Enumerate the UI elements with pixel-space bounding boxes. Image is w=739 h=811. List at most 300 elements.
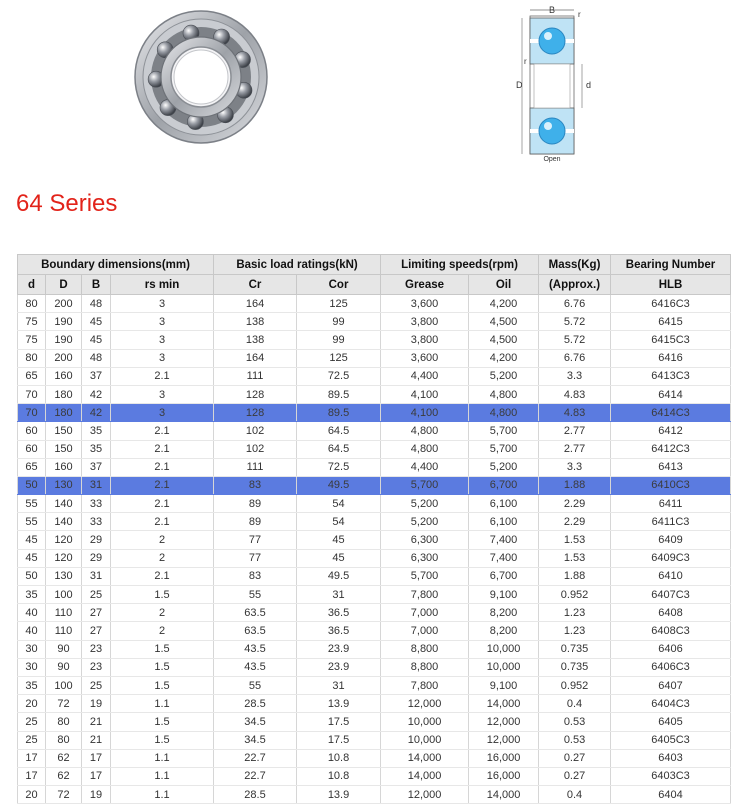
cell-cr: 128 (214, 404, 297, 422)
cell-oil: 7,400 (469, 531, 539, 549)
cell-cr: 77 (214, 531, 297, 549)
cell-D: 90 (46, 640, 82, 658)
cell-D: 62 (46, 767, 82, 785)
cell-d: 80 (18, 295, 46, 313)
cell-D: 150 (46, 422, 82, 440)
cell-rs-min: 2 (111, 604, 214, 622)
cell-cr: 34.5 (214, 713, 297, 731)
cell-cor: 125 (297, 295, 381, 313)
table-row (18, 367, 731, 385)
cell-rs-min: 2.1 (111, 476, 214, 494)
cell-rs-min: 2.1 (111, 495, 214, 513)
col-approx: (Approx.) (539, 275, 611, 295)
cell-rs-min: 2 (111, 549, 214, 567)
cell-d: 30 (18, 658, 46, 676)
header-limiting-speeds: Limiting speeds(rpm) (381, 255, 539, 275)
cell-rs-min: 2 (111, 622, 214, 640)
cell-oil: 8,200 (469, 604, 539, 622)
cell-d: 75 (18, 313, 46, 331)
cell-B: 17 (82, 767, 111, 785)
cell-oil: 14,000 (469, 786, 539, 804)
cell-rs-min: 2.1 (111, 422, 214, 440)
cell-rs-min: 2.1 (111, 458, 214, 476)
cell-D: 80 (46, 731, 82, 749)
cell-B: 48 (82, 349, 111, 367)
cell-mass: 1.88 (539, 567, 611, 585)
cell-d: 35 (18, 676, 46, 694)
cell-D: 90 (46, 658, 82, 676)
cell-D: 160 (46, 367, 82, 385)
cell-d: 80 (18, 349, 46, 367)
cell-bearing-number: 6413C3 (611, 367, 731, 385)
cell-bearing-number: 6414C3 (611, 404, 731, 422)
cell-oil: 4,500 (469, 331, 539, 349)
cell-bearing-number: 6403 (611, 749, 731, 767)
cell-cr: 55 (214, 676, 297, 694)
cell-cor: 13.9 (297, 695, 381, 713)
cell-cor: 45 (297, 531, 381, 549)
cell-bearing-number: 6416C3 (611, 295, 731, 313)
table-row (18, 658, 731, 676)
col-d: d (18, 275, 46, 295)
cell-cr: 102 (214, 440, 297, 458)
table-row (18, 713, 731, 731)
cell-grease: 4,800 (381, 440, 469, 458)
cell-grease: 10,000 (381, 731, 469, 749)
cell-B: 37 (82, 367, 111, 385)
cell-d: 55 (18, 495, 46, 513)
table-row (18, 440, 731, 458)
bearing-cross-section-diagram (512, 4, 596, 164)
header-basic-load-ratings: Basic load ratings(kN) (214, 255, 381, 275)
cell-grease: 5,700 (381, 476, 469, 494)
cell-D: 190 (46, 313, 82, 331)
cell-mass: 1.53 (539, 549, 611, 567)
bearing-photo (128, 8, 274, 146)
cell-d: 65 (18, 367, 46, 385)
col-cr: Cr (214, 275, 297, 295)
cell-B: 31 (82, 567, 111, 585)
cell-grease: 7,000 (381, 622, 469, 640)
cell-mass: 4.83 (539, 404, 611, 422)
cell-cr: 28.5 (214, 786, 297, 804)
cell-bearing-number: 6412C3 (611, 440, 731, 458)
cell-oil: 10,000 (469, 640, 539, 658)
table-row (18, 786, 731, 804)
cell-grease: 8,800 (381, 658, 469, 676)
cell-bearing-number: 6414 (611, 385, 731, 403)
cell-bearing-number: 6411 (611, 495, 731, 513)
cell-grease: 4,100 (381, 385, 469, 403)
cell-rs-min: 1.1 (111, 695, 214, 713)
cell-cr: 63.5 (214, 622, 297, 640)
cell-mass: 0.4 (539, 695, 611, 713)
cell-B: 23 (82, 640, 111, 658)
cell-rs-min: 2 (111, 531, 214, 549)
col-rs-min: rs min (111, 275, 214, 295)
cell-B: 25 (82, 676, 111, 694)
cell-d: 60 (18, 422, 46, 440)
cell-oil: 14,000 (469, 695, 539, 713)
table-row (18, 586, 731, 604)
cell-oil: 9,100 (469, 586, 539, 604)
cell-d: 40 (18, 622, 46, 640)
table-row (18, 422, 731, 440)
cell-D: 130 (46, 567, 82, 585)
diagram-label-r-top: r (578, 10, 581, 19)
cell-B: 21 (82, 713, 111, 731)
cell-B: 31 (82, 476, 111, 494)
cell-d: 75 (18, 331, 46, 349)
cell-rs-min: 1.5 (111, 731, 214, 749)
cell-mass: 0.27 (539, 749, 611, 767)
cell-d: 70 (18, 385, 46, 403)
cell-mass: 2.29 (539, 495, 611, 513)
cell-bearing-number: 6412 (611, 422, 731, 440)
cell-rs-min: 1.5 (111, 713, 214, 731)
cell-cr: 28.5 (214, 695, 297, 713)
cell-mass: 0.952 (539, 586, 611, 604)
cell-cor: 36.5 (297, 604, 381, 622)
cell-rs-min: 3 (111, 331, 214, 349)
cell-mass: 1.23 (539, 604, 611, 622)
cell-bearing-number: 6408 (611, 604, 731, 622)
diagram-caption: Open (543, 156, 561, 163)
cell-mass: 1.53 (539, 531, 611, 549)
cell-mass: 6.76 (539, 295, 611, 313)
cell-d: 45 (18, 531, 46, 549)
cell-bearing-number: 6407C3 (611, 586, 731, 604)
diagram-label-d: d (586, 80, 592, 90)
cell-oil: 5,200 (469, 367, 539, 385)
cell-grease: 14,000 (381, 749, 469, 767)
cell-grease: 4,400 (381, 458, 469, 476)
cell-cor: 49.5 (297, 567, 381, 585)
cell-bearing-number: 6406C3 (611, 658, 731, 676)
table-row (18, 385, 731, 403)
table-row (18, 476, 731, 494)
cell-oil: 5,700 (469, 440, 539, 458)
cell-B: 29 (82, 531, 111, 549)
header-boundary-dimensions: Boundary dimensions(mm) (18, 255, 214, 275)
cell-bearing-number: 6407 (611, 676, 731, 694)
cell-cr: 43.5 (214, 640, 297, 658)
cell-B: 45 (82, 331, 111, 349)
cell-grease: 7,800 (381, 586, 469, 604)
cell-grease: 12,000 (381, 695, 469, 713)
cell-rs-min: 1.1 (111, 786, 214, 804)
table-row (18, 767, 731, 785)
cell-grease: 5,200 (381, 495, 469, 513)
cell-oil: 8,200 (469, 622, 539, 640)
cell-cr: 22.7 (214, 749, 297, 767)
table-row (18, 458, 731, 476)
cell-cr: 138 (214, 331, 297, 349)
table-group-header-row (18, 255, 731, 275)
cell-cr: 63.5 (214, 604, 297, 622)
cell-B: 25 (82, 586, 111, 604)
cell-rs-min: 1.1 (111, 767, 214, 785)
cell-oil: 6,700 (469, 567, 539, 585)
diagram-label-b: B (548, 5, 556, 15)
cell-rs-min: 1.5 (111, 640, 214, 658)
cell-B: 42 (82, 385, 111, 403)
cell-D: 80 (46, 713, 82, 731)
cell-oil: 12,000 (469, 731, 539, 749)
table-row (18, 404, 731, 422)
cell-B: 37 (82, 458, 111, 476)
col-oil: Oil (469, 275, 539, 295)
cell-mass: 5.72 (539, 331, 611, 349)
cell-d: 70 (18, 404, 46, 422)
table-row (18, 731, 731, 749)
cell-bearing-number: 6406 (611, 640, 731, 658)
cell-d: 55 (18, 513, 46, 531)
cell-cr: 83 (214, 567, 297, 585)
cell-mass: 3.3 (539, 367, 611, 385)
cell-rs-min: 1.1 (111, 749, 214, 767)
cell-rs-min: 2.1 (111, 440, 214, 458)
cell-d: 30 (18, 640, 46, 658)
cell-cor: 54 (297, 495, 381, 513)
cell-mass: 0.735 (539, 640, 611, 658)
series-title: 64 Series (16, 190, 118, 217)
cell-oil: 4,500 (469, 313, 539, 331)
table-row (18, 495, 731, 513)
cell-grease: 3,600 (381, 295, 469, 313)
cell-bearing-number: 6410C3 (611, 476, 731, 494)
cell-rs-min: 1.5 (111, 658, 214, 676)
table-row (18, 349, 731, 367)
table-row (18, 513, 731, 531)
cell-D: 110 (46, 622, 82, 640)
table-row (18, 676, 731, 694)
cell-d: 35 (18, 586, 46, 604)
cell-grease: 5,700 (381, 567, 469, 585)
cell-bearing-number: 6415 (611, 313, 731, 331)
cell-bearing-number: 6416 (611, 349, 731, 367)
cell-D: 100 (46, 676, 82, 694)
cell-rs-min: 3 (111, 313, 214, 331)
table-row (18, 695, 731, 713)
diagram-label-D: D (516, 80, 523, 90)
cell-cr: 89 (214, 495, 297, 513)
col-grease: Grease (381, 275, 469, 295)
cell-D: 72 (46, 786, 82, 804)
cell-d: 17 (18, 767, 46, 785)
cell-grease: 6,300 (381, 531, 469, 549)
cell-d: 50 (18, 476, 46, 494)
cell-oil: 10,000 (469, 658, 539, 676)
cell-grease: 4,100 (381, 404, 469, 422)
cell-grease: 10,000 (381, 713, 469, 731)
cell-oil: 9,100 (469, 676, 539, 694)
cell-cr: 43.5 (214, 658, 297, 676)
cell-D: 140 (46, 513, 82, 531)
cell-grease: 3,800 (381, 313, 469, 331)
cell-cor: 64.5 (297, 440, 381, 458)
cell-mass: 0.735 (539, 658, 611, 676)
cell-cor: 10.8 (297, 749, 381, 767)
cell-bearing-number: 6403C3 (611, 767, 731, 785)
cell-mass: 2.77 (539, 422, 611, 440)
table-row (18, 331, 731, 349)
table-body (18, 295, 731, 804)
cell-cor: 45 (297, 549, 381, 567)
cell-mass: 0.4 (539, 786, 611, 804)
cell-cor: 36.5 (297, 622, 381, 640)
cell-oil: 4,800 (469, 385, 539, 403)
cell-bearing-number: 6404C3 (611, 695, 731, 713)
cell-cor: 23.9 (297, 640, 381, 658)
cell-cor: 64.5 (297, 422, 381, 440)
cell-oil: 6,100 (469, 495, 539, 513)
cell-bearing-number: 6405 (611, 713, 731, 731)
cell-cor: 54 (297, 513, 381, 531)
cell-oil: 6,100 (469, 513, 539, 531)
cell-cor: 99 (297, 313, 381, 331)
table-column-header-row (18, 275, 731, 295)
cell-cr: 128 (214, 385, 297, 403)
cell-cor: 13.9 (297, 786, 381, 804)
cell-cor: 31 (297, 586, 381, 604)
cell-grease: 6,300 (381, 549, 469, 567)
col-B: B (82, 275, 111, 295)
cell-B: 23 (82, 658, 111, 676)
cell-oil: 4,800 (469, 404, 539, 422)
cell-mass: 0.53 (539, 713, 611, 731)
cell-mass: 4.83 (539, 385, 611, 403)
cell-mass: 5.72 (539, 313, 611, 331)
cell-oil: 5,700 (469, 422, 539, 440)
cell-mass: 2.29 (539, 513, 611, 531)
cell-mass: 1.23 (539, 622, 611, 640)
cell-cr: 34.5 (214, 731, 297, 749)
cell-D: 200 (46, 295, 82, 313)
cell-bearing-number: 6409 (611, 531, 731, 549)
cell-D: 190 (46, 331, 82, 349)
cell-cor: 23.9 (297, 658, 381, 676)
table-row (18, 549, 731, 567)
cell-bearing-number: 6404 (611, 786, 731, 804)
cell-D: 130 (46, 476, 82, 494)
cell-mass: 1.88 (539, 476, 611, 494)
cell-d: 25 (18, 713, 46, 731)
cell-rs-min: 3 (111, 349, 214, 367)
bearing-spec-table (17, 254, 731, 804)
cell-cor: 17.5 (297, 731, 381, 749)
cell-B: 35 (82, 440, 111, 458)
cell-rs-min: 1.5 (111, 676, 214, 694)
cell-D: 180 (46, 385, 82, 403)
cell-rs-min: 3 (111, 404, 214, 422)
cell-mass: 0.27 (539, 767, 611, 785)
cell-rs-min: 3 (111, 385, 214, 403)
cell-grease: 5,200 (381, 513, 469, 531)
cell-cr: 55 (214, 586, 297, 604)
header-mass: Mass(Kg) (539, 255, 611, 275)
cell-cr: 164 (214, 295, 297, 313)
cell-cor: 10.8 (297, 767, 381, 785)
cell-B: 17 (82, 749, 111, 767)
cell-D: 120 (46, 531, 82, 549)
cell-D: 150 (46, 440, 82, 458)
cell-B: 29 (82, 549, 111, 567)
cell-d: 40 (18, 604, 46, 622)
cell-mass: 3.3 (539, 458, 611, 476)
cell-rs-min: 2.1 (111, 367, 214, 385)
cell-B: 21 (82, 731, 111, 749)
cell-d: 17 (18, 749, 46, 767)
cell-cr: 111 (214, 458, 297, 476)
cell-d: 20 (18, 786, 46, 804)
cell-grease: 14,000 (381, 767, 469, 785)
col-hlb: HLB (611, 275, 731, 295)
cell-grease: 8,800 (381, 640, 469, 658)
cell-D: 200 (46, 349, 82, 367)
cell-cr: 164 (214, 349, 297, 367)
cell-D: 100 (46, 586, 82, 604)
col-D: D (46, 275, 82, 295)
cell-grease: 7,800 (381, 676, 469, 694)
cell-cr: 77 (214, 549, 297, 567)
cell-B: 27 (82, 604, 111, 622)
cell-cor: 49.5 (297, 476, 381, 494)
cell-oil: 4,200 (469, 349, 539, 367)
cell-cor: 89.5 (297, 404, 381, 422)
cell-B: 33 (82, 495, 111, 513)
cell-cr: 89 (214, 513, 297, 531)
table-row (18, 295, 731, 313)
cell-bearing-number: 6413 (611, 458, 731, 476)
cell-d: 65 (18, 458, 46, 476)
cell-cor: 31 (297, 676, 381, 694)
cell-d: 60 (18, 440, 46, 458)
cell-bearing-number: 6415C3 (611, 331, 731, 349)
cell-mass: 0.53 (539, 731, 611, 749)
cell-rs-min: 1.5 (111, 586, 214, 604)
cell-bearing-number: 6405C3 (611, 731, 731, 749)
cell-grease: 12,000 (381, 786, 469, 804)
cell-B: 35 (82, 422, 111, 440)
cell-d: 20 (18, 695, 46, 713)
cell-d: 25 (18, 731, 46, 749)
table-row (18, 749, 731, 767)
cell-oil: 6,700 (469, 476, 539, 494)
cell-oil: 16,000 (469, 767, 539, 785)
cell-grease: 3,800 (381, 331, 469, 349)
cell-cor: 72.5 (297, 367, 381, 385)
cell-oil: 4,200 (469, 295, 539, 313)
table-row (18, 604, 731, 622)
cell-grease: 4,400 (381, 367, 469, 385)
cell-D: 180 (46, 404, 82, 422)
cell-bearing-number: 6411C3 (611, 513, 731, 531)
cell-mass: 2.77 (539, 440, 611, 458)
diagram-label-r-mid: r (524, 57, 527, 66)
table-row (18, 567, 731, 585)
header-bearing-number: Bearing Number (611, 255, 731, 275)
cell-bearing-number: 6410 (611, 567, 731, 585)
cell-bearing-number: 6408C3 (611, 622, 731, 640)
cell-B: 45 (82, 313, 111, 331)
cell-rs-min: 2.1 (111, 513, 214, 531)
cell-cr: 111 (214, 367, 297, 385)
table-row (18, 640, 731, 658)
cell-D: 72 (46, 695, 82, 713)
cell-cor: 125 (297, 349, 381, 367)
cell-grease: 3,600 (381, 349, 469, 367)
